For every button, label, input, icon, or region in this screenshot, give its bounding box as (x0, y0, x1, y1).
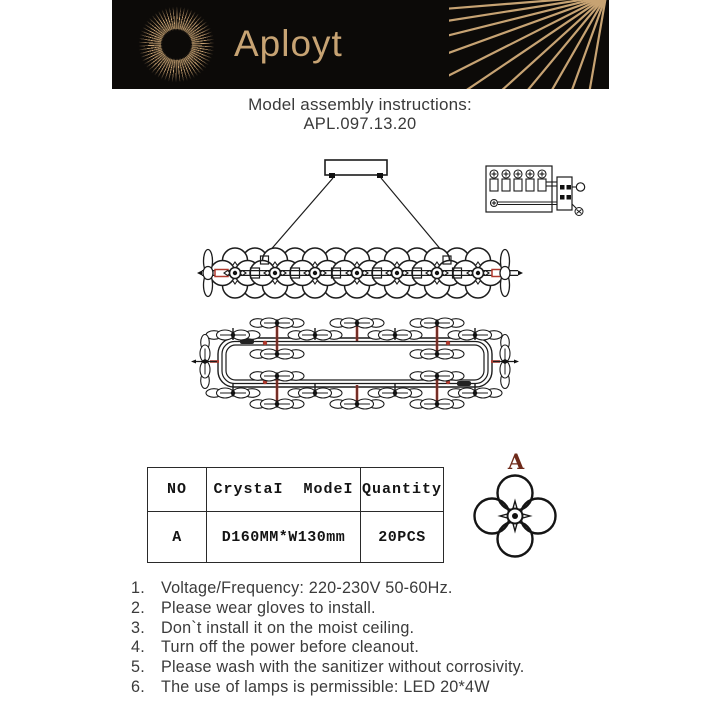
page-title: Model assembly instructions: (248, 95, 472, 114)
instruction-item: 6. The use of lamps is permissible: LED 20*4W (131, 677, 490, 696)
chandelier-top-view-drawing (185, 312, 529, 424)
wiring-diagram (483, 162, 587, 224)
header-no: NO (148, 468, 207, 512)
header-quantity: Quantity (361, 468, 444, 512)
terminal-block (490, 170, 546, 191)
cell-model: D160MM*W130mm (207, 512, 361, 563)
crystal-a-drawing (463, 468, 567, 568)
chandelier-side-view-drawing (188, 150, 532, 312)
ceiling-canopy (325, 160, 387, 178)
ground-symbol-icon (575, 208, 583, 216)
cell-no: A (148, 512, 207, 563)
parts-table (147, 467, 444, 563)
parts-table-header-row (148, 468, 444, 512)
starburst-logo-icon (138, 6, 215, 83)
suspension-wires (265, 178, 448, 257)
instruction-item: 3. Don`t install it on the moist ceiling. (131, 618, 415, 637)
model-number: APL.097.13.20 (303, 115, 417, 133)
corner-rays-icon (449, 0, 609, 89)
title-block (0, 95, 720, 134)
instruction-list (131, 579, 524, 698)
crystal-tufts (200, 318, 510, 409)
instruction-item: 5. Please wash with the sanitizer without corrosivity. (131, 658, 525, 677)
header-model: CrystaI ModeI (207, 468, 361, 512)
brand-logo-text: Aployt (234, 23, 343, 64)
cell-quantity: 20PCS (361, 512, 444, 563)
parts-table-row (148, 512, 444, 563)
crystal-a-label: A (507, 449, 525, 474)
instruction-item: 2. Please wear gloves to install. (131, 598, 376, 617)
instruction-item: 1. Voltage/Frequency: 220-230V 50-60Hz. (131, 579, 453, 597)
brand-banner (112, 0, 609, 89)
instruction-item: 4. Turn off the power before cleanout. (131, 638, 420, 657)
